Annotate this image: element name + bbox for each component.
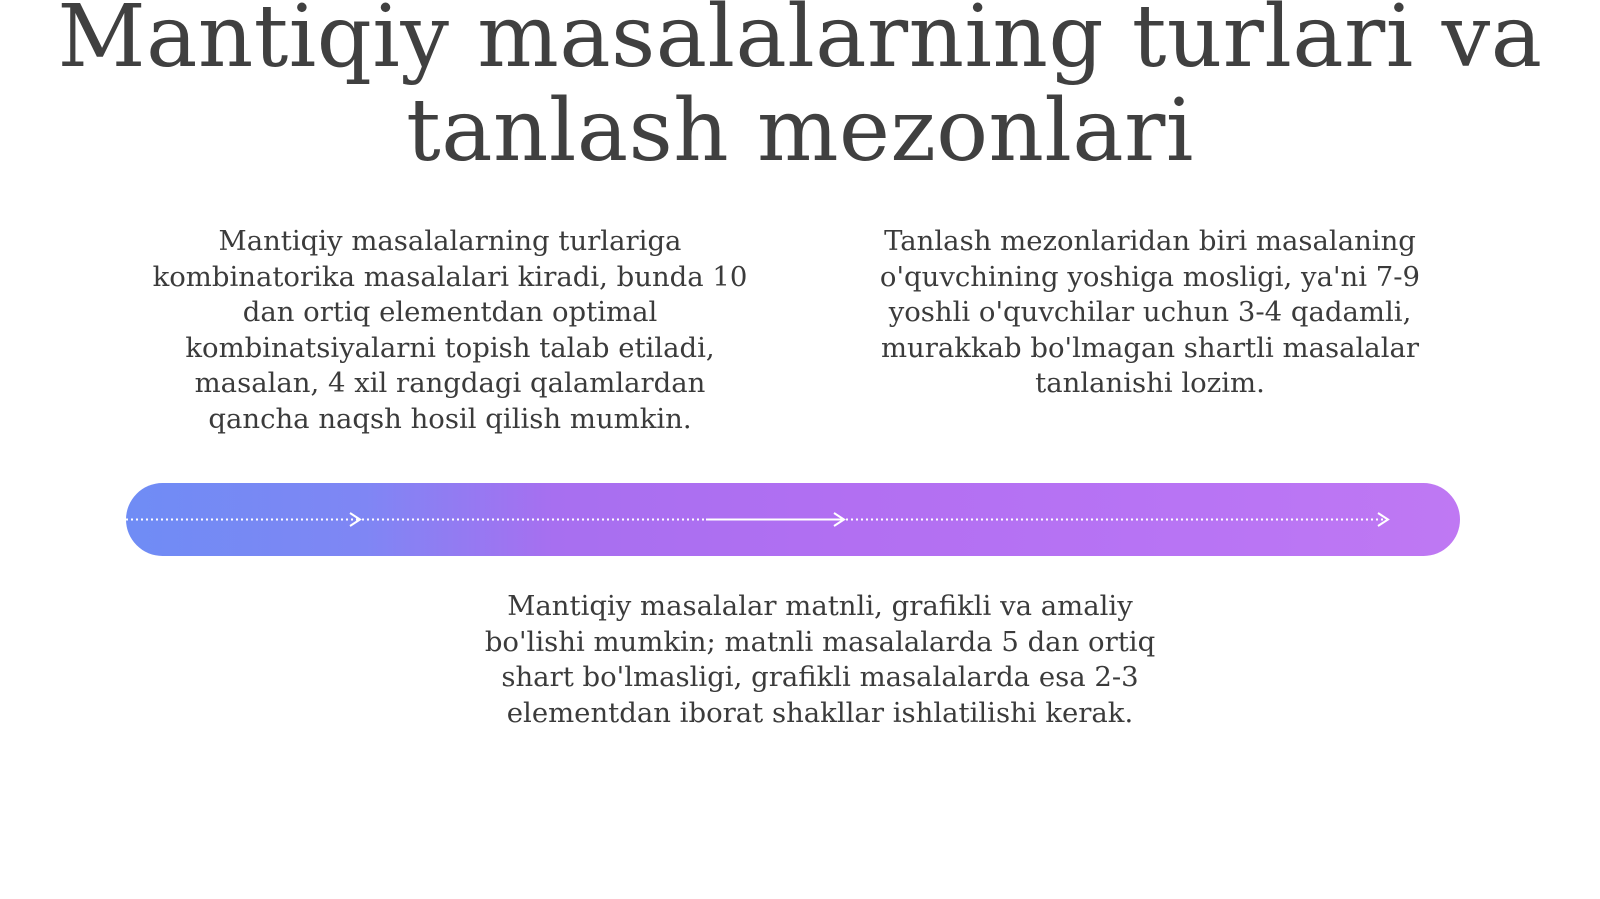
text-block-bottom: Mantiqiy masalalar matnli, grafikli va amaliy bo'lishi mumkin; matnli masalalarda 5 dan ortiq shart bo'lmasligi, grafikli masalalarda esa 2-3 elementdan iborat shakllar ishlatilishi kerak. xyxy=(484,590,1156,729)
timeline-arrows xyxy=(126,483,1460,556)
text-block-left: Mantiqiy masalalarning turlariga kombinatorika masalalari kiradi, bunda 10 dan ortiq elementdan optimal kombinatsiyalarni topish talab etiladi, masalan, 4 xil rangdagi qalamlardan qancha naqsh hosil qilish mumkin. xyxy=(152,225,748,435)
text-block-right: Tanlash mezonlaridan biri masalaning o'quvchining yoshiga mosligi, ya'ni 7-9 yoshli o'quvchilar uchun 3-4 qadamli, murakkab bo'lmagan shartli masalalar tanlanishi lozim. xyxy=(879,225,1421,399)
slide-title: Mantiqiy masalalarning turlari va tanlash mezonlari xyxy=(57,0,1543,181)
timeline-bar xyxy=(126,483,1460,556)
